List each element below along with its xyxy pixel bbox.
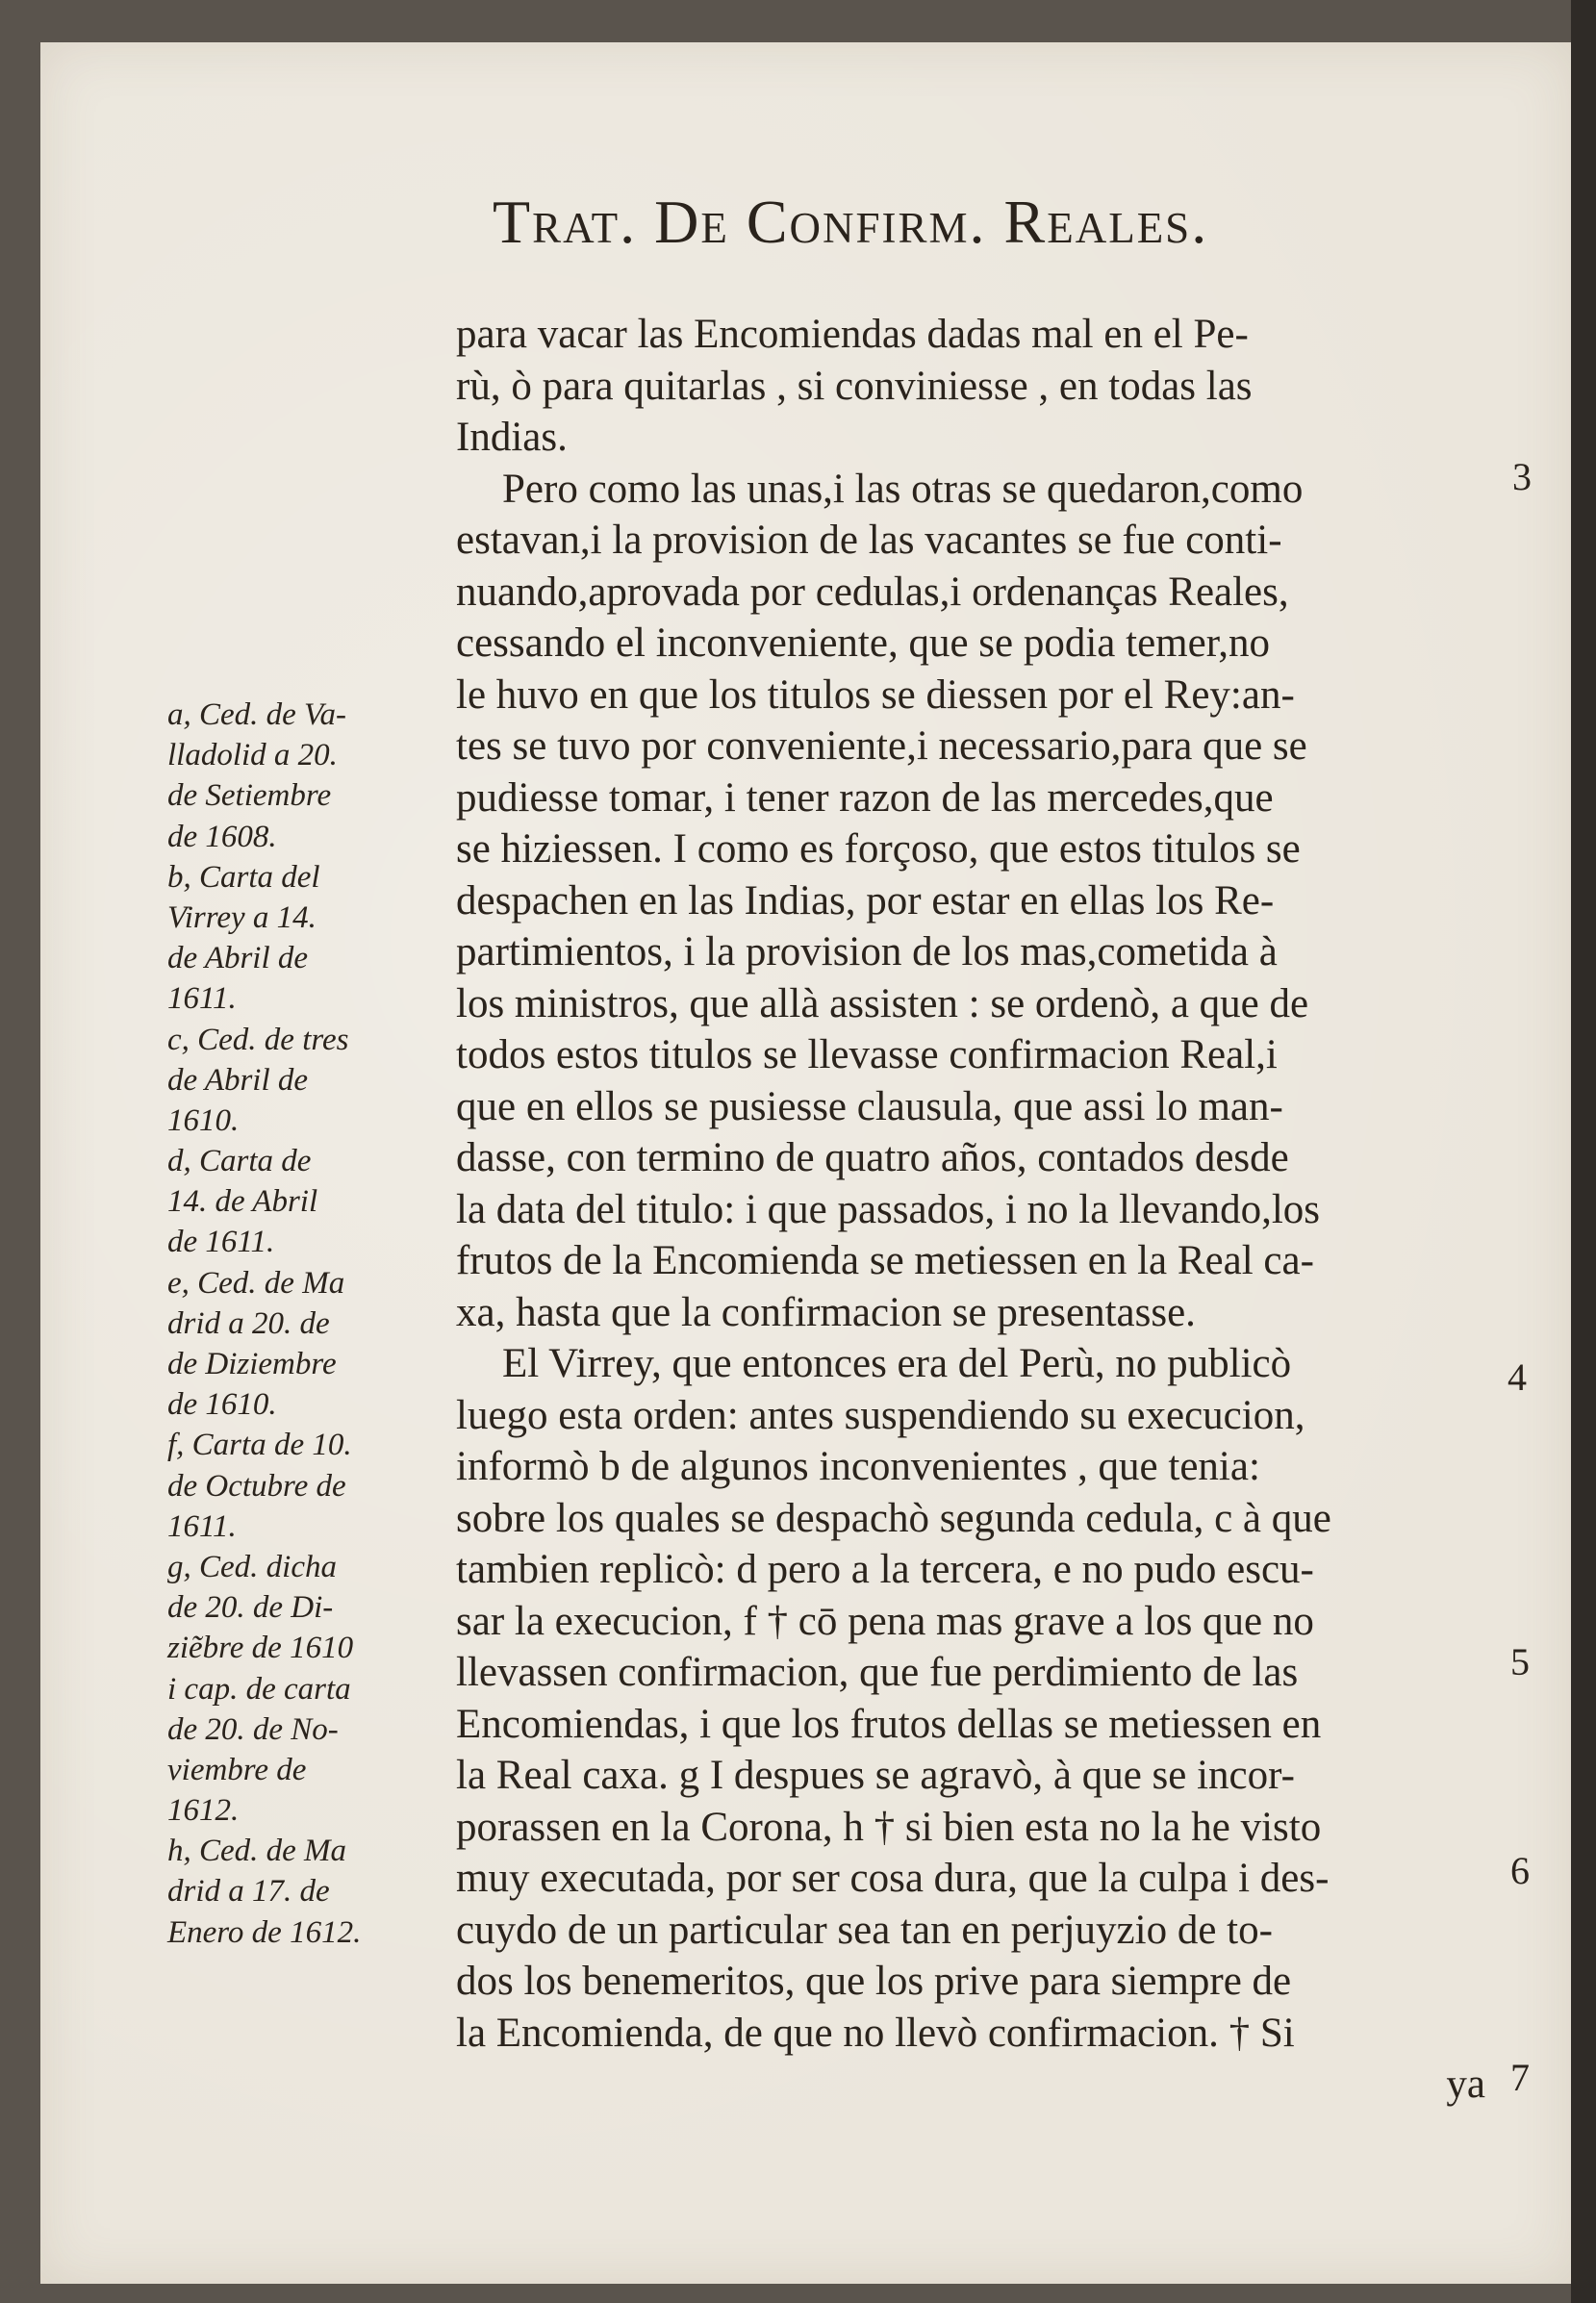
main-text-block [456, 309, 1524, 2111]
margin-note-line: de 20. de No- [167, 1711, 339, 1747]
text-line: partimientos, i la provision de los mas,cometida à [456, 929, 1278, 974]
text-line: la Encomienda, de que no llevò confirmacion. † Si [456, 2010, 1295, 2056]
text-line: informò b de algunos inconvenientes , que tenia: [456, 1444, 1260, 1489]
paragraph-number-5: 5 [1510, 1640, 1530, 1683]
text-line: rù, ò para quitarlas , si conviniesse , en todas las [456, 363, 1253, 409]
margin-note-line: de Diziembre [167, 1347, 337, 1381]
margin-note-line: 1610. [167, 1102, 240, 1138]
text-line: los ministros, que allà assisten : se ordenò, a que de [456, 980, 1309, 1026]
text-line: todos estos titulos se llevasse confirmacion Real,i [456, 1032, 1278, 1077]
text-line: Pero como las unas,i las otras se quedaron,como [502, 466, 1304, 512]
text-line: luego esta orden: antes suspendiendo su execucion, [456, 1392, 1305, 1438]
text-line: le huvo en que los titulos se diessen por el Rey:an- [456, 671, 1295, 718]
paragraph-number-6: 6 [1510, 1849, 1530, 1892]
margin-note-line: de 1608. [167, 819, 277, 854]
paragraph-number-4: 4 [1507, 1355, 1527, 1399]
margin-note-line: de Abril de [167, 941, 309, 976]
text-line: estavan,i la provision de las vacantes se fue conti- [456, 518, 1282, 563]
margin-note-line: f, Carta de 10. [167, 1428, 352, 1463]
text-line: sobre los quales se despachò segunda cedula, c à que [456, 1495, 1331, 1541]
text-line: Indias. [456, 415, 568, 460]
text-line: cuydo de un particular sea tan en perjuyzio de to- [456, 1907, 1273, 1953]
text-line: Encomiendas, i que los frutos dellas se metiessen en [456, 1701, 1322, 1747]
text-line: que en ellos se pusiesse clausula, que assi lo man- [456, 1083, 1283, 1129]
margin-note-line: de 1611. [167, 1225, 275, 1260]
text-line: despachen en las Indias, por estar en ellas los Re- [456, 877, 1275, 924]
text-line: la data del titulo: i que passados, i no la llevando,los [456, 1186, 1321, 1232]
text-line: dos los benemeritos, que los prive para siempre de [456, 1959, 1292, 2004]
margin-note-line: c, Ced. de tres [167, 1022, 349, 1057]
text-line: tes se tuvo por conveniente,i necessario,para que se [456, 723, 1307, 769]
text-line: cessando el inconveniente, que se podia temer,no [456, 620, 1271, 666]
margin-note-line: de Abril de [167, 1062, 309, 1098]
text-line: porassen en la Corona, h † si bien esta no la he visto [456, 1804, 1322, 1850]
margin-note-line: e, Ced. de Ma [167, 1265, 345, 1301]
margin-note-line: b, Carta del [167, 859, 320, 895]
margin-note-line: de Setiembre [167, 778, 332, 814]
text-line: frutos de la Encomienda se metiessen en la Real ca- [456, 1238, 1314, 1283]
running-head: Trat. De Confirm. Reales. [493, 188, 1209, 256]
margin-note-line: ziẽbre de 1610 [167, 1631, 354, 1666]
text-line: se hiziessen. I como es forçoso, que estos titulos se [456, 826, 1301, 872]
text-line: tambien replicò: d pero a la tercera, e no pudo escu- [456, 1547, 1314, 1592]
margin-note-line: Enero de 1612. [167, 1914, 362, 1950]
catchword: ya [1446, 2062, 1485, 2107]
margin-note-line: d, Carta de [167, 1144, 312, 1179]
text-line: llevassen confirmacion, que fue perdimiento de las [456, 1650, 1299, 1695]
margin-note-line: drid a 20. de [167, 1305, 330, 1341]
text-line: la Real caxa. g I despues se agravò, à que se incor- [456, 1753, 1295, 1798]
margin-note-line: de 1610. [167, 1387, 277, 1423]
margin-note-line: h, Ced. de Ma [167, 1834, 347, 1869]
margin-note-line: Virrey a 14. [167, 899, 317, 935]
margin-note-line: 1612. [167, 1793, 240, 1829]
margin-note-line: 14. de Abril [167, 1184, 318, 1220]
text-line: El Virrey, que entonces era del Perù, no publicò [502, 1341, 1292, 1386]
margin-note-line: g, Ced. dicha [167, 1549, 337, 1584]
margin-note-line: 1611. [167, 1508, 237, 1544]
margin-note-line: i cap. de carta [167, 1671, 351, 1707]
margin-note-line: viembre de [167, 1752, 307, 1787]
text-line: para vacar las Encomiendas dadas mal en el Pe- [456, 312, 1249, 357]
paragraph-number-3: 3 [1512, 455, 1532, 498]
book-spine-edge [1571, 0, 1596, 2303]
text-line: pudiesse tomar, i tener razon de las mercedes,que [456, 774, 1274, 821]
text-line: xa, hasta que la confirmacion se presentasse. [456, 1289, 1196, 1335]
text-line: dasse, con termino de quatro años, contados desde [456, 1135, 1289, 1180]
paragraph-number-7: 7 [1510, 2056, 1530, 2099]
margin-note-line: drid a 17. de [167, 1874, 330, 1910]
margin-note-line: 1611. [167, 981, 237, 1017]
book-page [40, 42, 1572, 2284]
margin-note-line: de Octubre de [167, 1468, 346, 1504]
text-line: nuando,aprovada por cedulas,i ordenanças Reales, [456, 569, 1289, 615]
margin-note-line: a, Ced. de Va- [167, 697, 347, 732]
margin-note-line: de 20. de Di- [167, 1590, 334, 1626]
marginal-notes [167, 695, 446, 1953]
text-line: sar la execucion, f † cō pena mas grave a los que no [456, 1598, 1314, 1644]
text-line: muy executada, por ser cosa dura, que la culpa i des- [456, 1856, 1330, 1901]
margin-note-line: lladolid a 20. [167, 738, 338, 773]
